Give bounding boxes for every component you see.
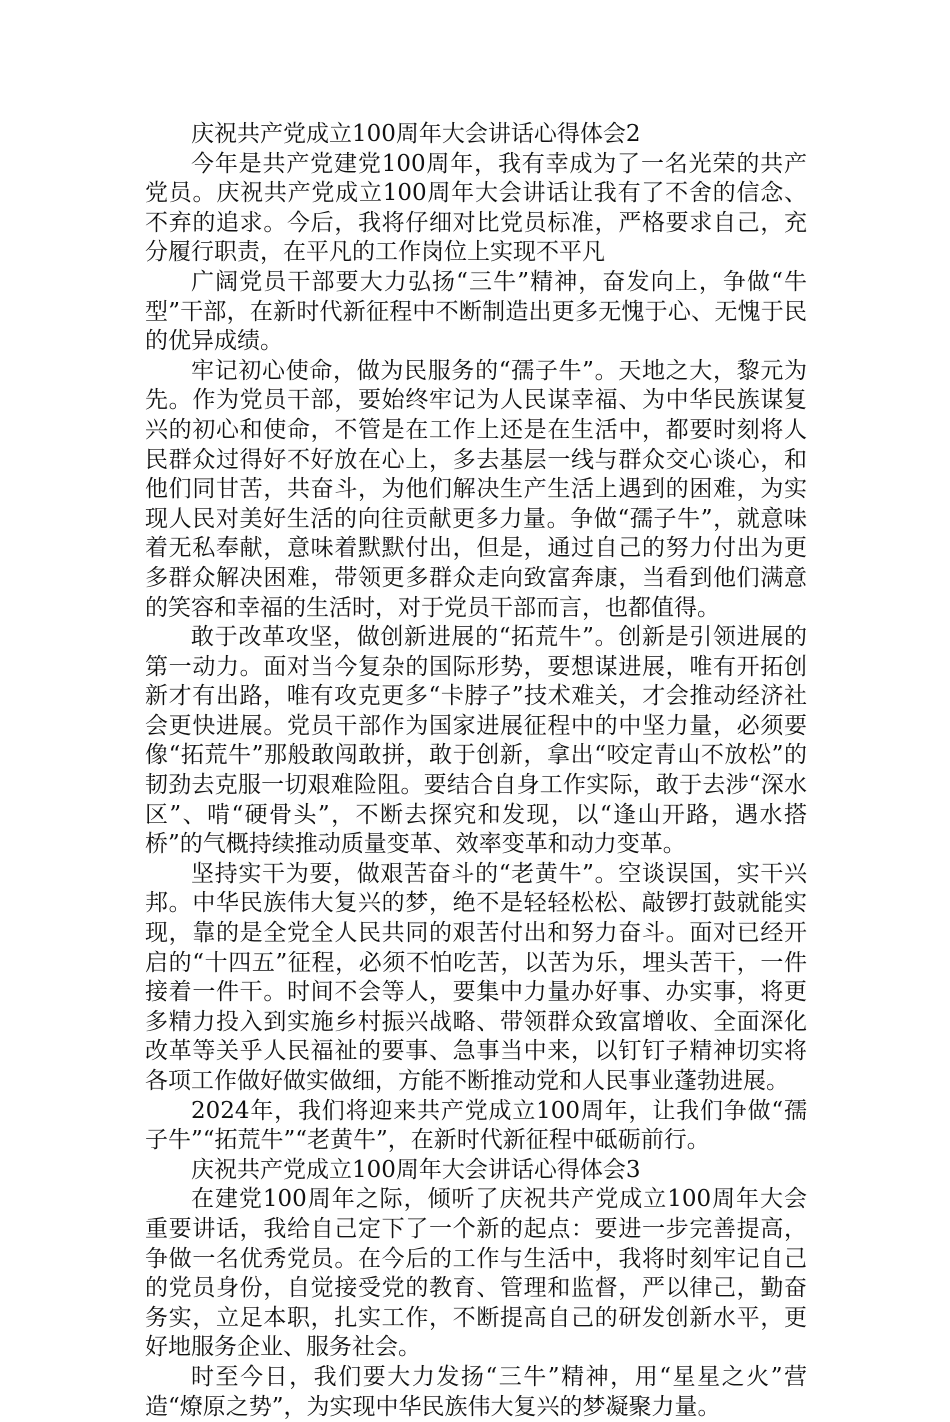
paragraph: 今年是共产党建党100周年，我有幸成为了一名光荣的共产党员。庆祝共产党成立100周年大会讲话让我有了不舍的信念、不弃的追求。今后，我将仔细对比党员标准，严格要求自己，充分履行职责，在平凡的工作岗位上实现不平凡	[145, 150, 807, 266]
document-body	[145, 120, 807, 1422]
paragraph: 2024年，我们将迎来共产党成立100周年，让我们争做“孺子牛”“拓荒牛”“老黄牛”，在新时代新征程中砥砺前行。	[145, 1097, 807, 1154]
paragraph: 坚持实干为要，做艰苦奋斗的“老黄牛”。空谈误国，实干兴邦。中华民族伟大复兴的梦，绝不是轻轻松松、敲锣打鼓就能实现，靠的是全党全人民共同的艰苦付出和努力奋斗。面对已经开启的“十四五”征程，必须不怕吃苦，以苦为乐，埋头苦干，一件接着一件干。时间不会等人，要集中力量办好事、办实事，将更多精力投入到实施乡村振兴战略、带领群众致富增收、全面深化改革等关乎人民福祉的要事、急事当中来，以钉钉子精神切实将各项工作做好做实做细，方能不断推动党和人民事业蓬勃进展。	[145, 860, 807, 1094]
paragraph: 牢记初心使命，做为民服务的“孺子牛”。天地之大，黎元为先。作为党员干部，要始终牢记为人民谋幸福、为中华民族谋复兴的初心和使命，不管是在工作上还是在生活中，都要时刻将人民群众过得好不好放在心上，多去基层一线与群众交心谈心，和他们同甘苦，共奋斗，为他们解决生产生活上遇到的困难，为实现人民对美好生活的向往贡献更多力量。争做“孺子牛”，就意味着无私奉献，意味着默默付出，但是，通过自己的努力付出为更多群众解决困难，带领更多群众走向致富奔康，当看到他们满意的笑容和幸福的生活时，对于党员干部而言，也都值得。	[145, 357, 807, 621]
paragraph: 敢于改革攻坚，做创新进展的“拓荒牛”。创新是引领进展的第一动力。面对当今复杂的国际形势，要想谋进展，唯有开拓创新才有出路，唯有攻克更多“卡脖子”技术难关，才会推动经济社会更快进展。党员干部作为国家进展征程中的中坚力量，必须要像“拓荒牛”那般敢闯敢拼，敢于创新，拿出“咬定青山不放松”的韧劲去克服一切艰难险阻。要结合自身工作实际，敢于去涉“深水区”、啃“硬骨头”，不断去探究和发现，以“逢山开路，遇水搭桥”的气概持续推动质量变革、效率变革和动力变革。	[145, 624, 807, 858]
paragraph: 广阔党员干部要大力弘扬“三牛”精神，奋发向上，争做“牛型”干部，在新时代新征程中不断制造出更多无愧于心、无愧于民的优异成绩。	[145, 268, 807, 355]
section-heading: 庆祝共产党成立100周年大会讲话心得体会2	[191, 121, 641, 147]
paragraph: 在建党100周年之际，倾听了庆祝共产党成立100周年大会重要讲话，我给自己定下了一个新的起点：要进一步完善提高，争做一名优秀党员。在今后的工作与生活中，我将时刻牢记自己的党员身份，自觉接受党的教育、管理和监督，严以律己，勤奋务实，立足本职，扎实工作，不断提高自己的研发创新水平，更好地服务企业、服务社会。	[145, 1186, 807, 1361]
paragraph: 时至今日，我们要大力发扬“三牛”精神，用“星星之火”营造“燎原之势”，为实现中华民族伟大复兴的梦凝聚力量。	[145, 1363, 807, 1420]
section-heading: 庆祝共产党成立100周年大会讲话心得体会3	[191, 1156, 641, 1183]
